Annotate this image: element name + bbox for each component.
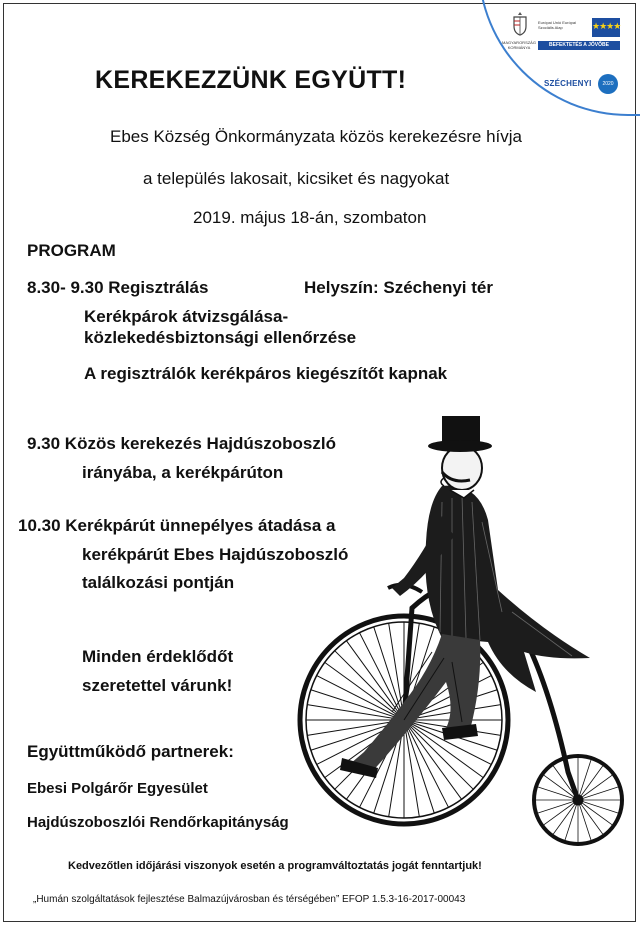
future-banner: BEFEKTETÉS A JÖVŐBE bbox=[538, 41, 620, 50]
handover-line-1: 10.30 Kerékpárút ünnepélyes átadása a bbox=[18, 516, 336, 535]
penny-farthing-rider-illustration bbox=[292, 412, 628, 848]
rider-head bbox=[442, 446, 482, 490]
wheel-spoke bbox=[578, 800, 612, 825]
bike-check-line-2: közlekedésbiztonsági ellenőrzése bbox=[84, 328, 357, 347]
eu-caption: Európai Unió Európai Szociális Alap bbox=[538, 20, 577, 30]
wheel-spoke bbox=[578, 800, 618, 813]
handover-line-2: kerékpárút Ebes Hajdúszoboszló bbox=[82, 545, 349, 564]
szechenyi-logo-text: SZÉCHENYI bbox=[544, 79, 592, 88]
invite-line-2: a település lakosait, kicsiket és nagyokat bbox=[143, 169, 450, 188]
eu-flag-stars: ★★★★ bbox=[592, 21, 621, 31]
wheel-spoke bbox=[565, 800, 578, 840]
hungarian-crest-icon bbox=[512, 12, 528, 36]
ride-line-2: irányába, a kerékpárúton bbox=[82, 463, 284, 482]
program-heading: PROGRAM bbox=[27, 241, 116, 260]
wheel-spoke bbox=[311, 690, 404, 720]
wheel-spoke bbox=[578, 766, 603, 800]
partners-heading: Együttműködő partnerek: bbox=[27, 742, 234, 761]
wheel-spoke bbox=[374, 627, 404, 720]
bike-check-line-1: Kerékpárok átvizsgálása- bbox=[84, 307, 289, 326]
poster-title: KEREKEZZÜNK EGYÜTT! bbox=[95, 66, 407, 94]
project-footer: „Humán szolgáltatások fejlesztése Balmazújvárosban és térségében” EFOP 1.5.3-16-2017-00043 bbox=[33, 894, 466, 905]
ride-line-1: 9.30 Közös kerekezés Hajdúszoboszló bbox=[27, 434, 336, 453]
logo-badge bbox=[478, 0, 640, 118]
crest-caption: MAGYARORSZÁG KORMÁNYA bbox=[502, 40, 536, 50]
handover-line-3: találkozási pontján bbox=[82, 573, 235, 592]
wheel-spoke bbox=[553, 800, 578, 834]
gift-note: A regisztrálók kerékpáros kiegészítőt kapnak bbox=[84, 364, 448, 383]
wheel-spoke bbox=[346, 641, 404, 720]
welcome-line-1: Minden érdeklődőt bbox=[82, 647, 234, 666]
wheel-spoke bbox=[578, 775, 612, 800]
wheel-spoke bbox=[538, 800, 578, 813]
partner-item: Hajdúszoboszlói Rendőrkapitányság bbox=[27, 814, 289, 831]
top-hat-icon bbox=[428, 416, 492, 452]
registration-time: 8.30- 9.30 Regisztrálás bbox=[27, 278, 209, 297]
wheel-spoke bbox=[578, 760, 591, 800]
weather-disclaimer: Kedvezőtlen időjárási viszonyok esetén a programváltoztatás jogát fenntartjuk! bbox=[68, 860, 482, 872]
wheel-spoke bbox=[578, 800, 603, 834]
wheel-spoke bbox=[404, 720, 434, 813]
venue: Helyszín: Széchenyi tér bbox=[304, 278, 493, 297]
invite-line-1: Ebes Község Önkormányzata közös kerekezésre hívja bbox=[110, 127, 522, 146]
welcome-line-2: szeretettel várunk! bbox=[82, 676, 233, 695]
szechenyi-2020-icon: 2020 bbox=[598, 74, 618, 94]
event-date: 2019. május 18-án, szombaton bbox=[193, 208, 427, 227]
partner-item: Ebesi Polgárőr Egyesület bbox=[27, 780, 208, 797]
wheel-spoke bbox=[544, 800, 578, 825]
wheel-spoke bbox=[578, 800, 591, 840]
eu-flag-icon bbox=[592, 18, 620, 37]
wheel-spoke bbox=[578, 787, 618, 800]
